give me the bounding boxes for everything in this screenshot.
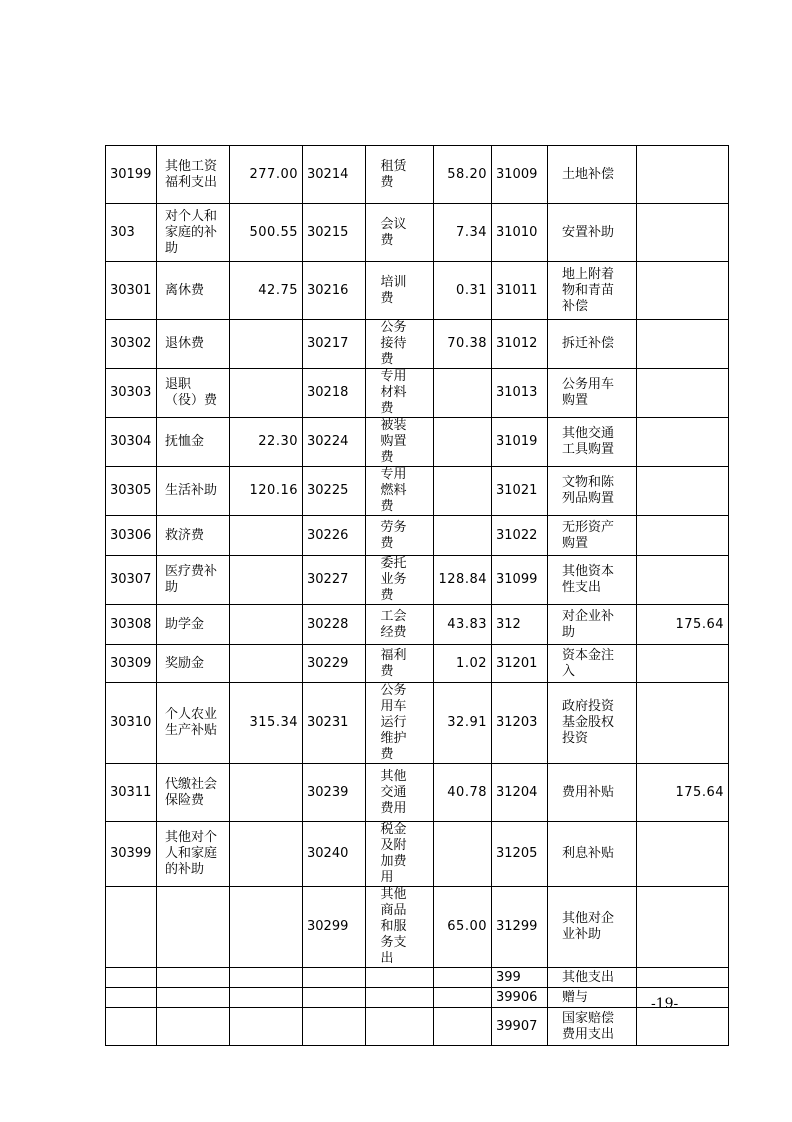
item-code-cell: 312	[492, 605, 548, 645]
item-name-cell	[157, 418, 230, 467]
item-code-cell: 30307	[106, 556, 157, 605]
item-code-cell: 30303	[106, 369, 157, 418]
amount-cell: 32.91	[434, 683, 492, 764]
item-code-cell: 30311	[106, 764, 157, 822]
table-row	[106, 887, 729, 968]
amount-cell: 1.02	[434, 645, 492, 683]
item-name: 公务接待费	[380, 320, 407, 367]
budget-table	[105, 145, 729, 1046]
item-name-cell	[157, 146, 230, 204]
item-code-cell: 39907	[492, 1008, 548, 1046]
amount-cell: 175.64	[637, 764, 729, 822]
item-code-cell: 31201	[492, 645, 548, 683]
amount-cell	[434, 968, 492, 988]
item-name: 救济费	[165, 527, 205, 543]
item-code-cell	[106, 968, 157, 988]
item-code-cell: 30399	[106, 822, 157, 887]
item-name-cell	[548, 204, 637, 262]
item-name-cell	[366, 605, 434, 645]
item-name: 其他对企业补助	[562, 911, 615, 942]
item-name-cell	[548, 645, 637, 683]
item-name: 福利费	[380, 647, 407, 679]
table-row	[106, 204, 729, 262]
item-name-cell	[366, 320, 434, 369]
item-name-cell	[366, 467, 434, 516]
item-name-cell	[157, 320, 230, 369]
amount-cell: 40.78	[434, 764, 492, 822]
item-name: 公务用车运行维护费	[380, 683, 407, 762]
item-name-cell	[157, 683, 230, 764]
table-row	[106, 968, 729, 988]
amount-cell	[637, 516, 729, 556]
amount-cell	[637, 556, 729, 605]
item-name: 其他交通工具购置	[562, 426, 615, 457]
item-code-cell: 30218	[303, 369, 366, 418]
item-name: 离休费	[165, 282, 205, 298]
item-code-cell: 30224	[303, 418, 366, 467]
amount-cell: 70.38	[434, 320, 492, 369]
item-code-cell: 30215	[303, 204, 366, 262]
amount-cell	[637, 369, 729, 418]
table-row	[106, 988, 729, 1008]
item-name: 其他资本性支出	[562, 564, 615, 595]
item-code-cell: 30227	[303, 556, 366, 605]
item-name-cell	[366, 516, 434, 556]
item-name-cell	[157, 1008, 230, 1046]
item-name-cell	[157, 262, 230, 320]
item-name-cell	[366, 822, 434, 887]
amount-cell	[637, 320, 729, 369]
item-name-cell	[157, 645, 230, 683]
item-name: 其他对个人和家庭的补助	[165, 830, 218, 877]
item-name: 对企业补助	[562, 608, 615, 640]
item-name: 无形资产购置	[562, 519, 615, 551]
item-code-cell: 31022	[492, 516, 548, 556]
item-name-cell	[548, 467, 637, 516]
amount-cell	[434, 516, 492, 556]
item-name: 其他支出	[562, 969, 615, 985]
table-row	[106, 516, 729, 556]
amount-cell	[637, 645, 729, 683]
amount-cell	[434, 369, 492, 418]
amount-cell: 42.75	[230, 262, 303, 320]
item-name: 医疗费补助	[165, 564, 218, 595]
table-body	[106, 146, 729, 1046]
item-name-cell	[157, 556, 230, 605]
item-code-cell	[106, 988, 157, 1008]
amount-cell	[230, 968, 303, 988]
item-name-cell	[366, 262, 434, 320]
item-name-cell	[366, 968, 434, 988]
item-name-cell	[366, 764, 434, 822]
item-name: 工会经费	[380, 608, 407, 640]
item-name-cell	[157, 764, 230, 822]
item-name: 费用补贴	[562, 784, 615, 800]
item-name-cell	[548, 683, 637, 764]
item-name-cell	[157, 988, 230, 1008]
amount-cell: 315.34	[230, 683, 303, 764]
item-code-cell: 31203	[492, 683, 548, 764]
item-name: 税金及附加费用	[380, 822, 407, 885]
item-name-cell	[157, 822, 230, 887]
item-name-cell	[548, 822, 637, 887]
item-name: 其他商品和服务支出	[380, 887, 407, 966]
item-name-cell	[548, 516, 637, 556]
table-row	[106, 822, 729, 887]
amount-cell: 0.31	[434, 262, 492, 320]
item-name: 专用燃料费	[380, 467, 407, 514]
item-name-cell	[548, 764, 637, 822]
item-name: 租赁费	[380, 158, 407, 190]
item-code-cell: 31012	[492, 320, 548, 369]
item-code-cell: 30305	[106, 467, 157, 516]
item-name: 培训费	[380, 274, 407, 306]
item-name-cell	[157, 887, 230, 968]
item-code-cell: 30240	[303, 822, 366, 887]
item-name: 个人农业生产补贴	[165, 707, 218, 738]
amount-cell	[230, 822, 303, 887]
amount-cell: 175.64	[637, 605, 729, 645]
item-code-cell: 30228	[303, 605, 366, 645]
amount-cell	[637, 683, 729, 764]
item-code-cell: 30239	[303, 764, 366, 822]
amount-cell	[637, 1008, 729, 1046]
item-code-cell: 30309	[106, 645, 157, 683]
item-code-cell: 30301	[106, 262, 157, 320]
item-name-cell	[548, 262, 637, 320]
item-code-cell: 30302	[106, 320, 157, 369]
amount-cell	[230, 988, 303, 1008]
amount-cell: 277.00	[230, 146, 303, 204]
item-code-cell: 31013	[492, 369, 548, 418]
item-code-cell: 31205	[492, 822, 548, 887]
item-name-cell	[366, 683, 434, 764]
item-name-cell	[548, 605, 637, 645]
item-name-cell	[157, 605, 230, 645]
item-code-cell: 30214	[303, 146, 366, 204]
item-code-cell: 399	[492, 968, 548, 988]
item-code-cell: 303	[106, 204, 157, 262]
table-row	[106, 146, 729, 204]
amount-cell: 58.20	[434, 146, 492, 204]
item-name-cell	[548, 320, 637, 369]
item-code-cell	[106, 887, 157, 968]
amount-cell	[434, 822, 492, 887]
item-name-cell	[157, 369, 230, 418]
item-code-cell	[303, 1008, 366, 1046]
item-code-cell	[106, 1008, 157, 1046]
amount-cell	[434, 1008, 492, 1046]
amount-cell	[434, 988, 492, 1008]
item-name: 对个人和家庭的补助	[165, 208, 218, 256]
item-name: 土地补偿	[562, 166, 615, 182]
amount-cell	[230, 645, 303, 683]
item-code-cell	[303, 968, 366, 988]
table-row	[106, 369, 729, 418]
item-name-cell	[157, 467, 230, 516]
item-name-cell	[548, 968, 637, 988]
item-name-cell	[157, 516, 230, 556]
item-name: 被装购置费	[380, 418, 407, 465]
table-row	[106, 467, 729, 516]
item-code-cell: 31204	[492, 764, 548, 822]
table-row	[106, 1008, 729, 1046]
table-row	[106, 418, 729, 467]
item-name-cell	[548, 887, 637, 968]
item-name-cell	[366, 887, 434, 968]
item-name-cell	[366, 204, 434, 262]
item-name-cell	[366, 988, 434, 1008]
item-name: 地上附着物和青苗补偿	[562, 266, 615, 314]
item-name-cell	[548, 369, 637, 418]
amount-cell: 22.30	[230, 418, 303, 467]
item-name: 生活补助	[165, 483, 218, 498]
item-name: 拆迁补偿	[562, 336, 615, 351]
amount-cell: 65.00	[434, 887, 492, 968]
item-code-cell: 30225	[303, 467, 366, 516]
amount-cell	[230, 516, 303, 556]
item-code-cell	[303, 988, 366, 1008]
item-code-cell: 31019	[492, 418, 548, 467]
item-name-cell	[366, 556, 434, 605]
item-code-cell: 30231	[303, 683, 366, 764]
item-code-cell: 31099	[492, 556, 548, 605]
item-name-cell	[548, 1008, 637, 1046]
amount-cell	[230, 369, 303, 418]
item-code-cell: 30310	[106, 683, 157, 764]
item-name: 抚恤金	[165, 434, 205, 449]
item-name: 委托业务费	[380, 556, 407, 603]
item-code-cell: 30226	[303, 516, 366, 556]
item-name-cell	[157, 968, 230, 988]
table-row	[106, 320, 729, 369]
item-name-cell	[548, 556, 637, 605]
item-name: 其他交通费用	[380, 768, 407, 816]
table-row	[106, 645, 729, 683]
table-row	[106, 262, 729, 320]
amount-cell	[637, 262, 729, 320]
item-name-cell	[366, 418, 434, 467]
item-name: 资本金注入	[562, 647, 615, 679]
amount-cell	[637, 968, 729, 988]
item-name: 专用材料费	[380, 369, 407, 416]
amount-cell	[434, 418, 492, 467]
item-code-cell: 30217	[303, 320, 366, 369]
item-name: 劳务费	[380, 519, 407, 551]
amount-cell	[637, 146, 729, 204]
amount-cell	[637, 887, 729, 968]
item-code-cell: 39906	[492, 988, 548, 1008]
amount-cell: 120.16	[230, 467, 303, 516]
item-name: 退休费	[165, 336, 205, 351]
amount-cell: 128.84	[434, 556, 492, 605]
item-name-cell	[548, 418, 637, 467]
item-name: 安置补助	[562, 224, 615, 240]
item-code-cell: 30299	[303, 887, 366, 968]
amount-cell	[434, 467, 492, 516]
item-name: 代缴社会保险费	[165, 776, 218, 808]
page-number: -19-	[651, 996, 679, 1012]
item-code-cell: 30229	[303, 645, 366, 683]
amount-cell	[230, 1008, 303, 1046]
item-name: 政府投资基金股权投资	[562, 699, 615, 746]
item-name: 其他工资福利支出	[165, 158, 218, 190]
table-row	[106, 764, 729, 822]
item-name-cell	[366, 645, 434, 683]
table-row	[106, 556, 729, 605]
item-code-cell: 31009	[492, 146, 548, 204]
item-code-cell: 31021	[492, 467, 548, 516]
item-name-cell	[366, 1008, 434, 1046]
item-name-cell	[548, 988, 637, 1008]
amount-cell	[230, 764, 303, 822]
item-name: 国家赔偿费用支出	[562, 1010, 615, 1042]
item-name: 助学金	[165, 616, 205, 632]
item-name-cell	[548, 146, 637, 204]
table-row	[106, 605, 729, 645]
amount-cell	[230, 320, 303, 369]
item-code-cell: 30306	[106, 516, 157, 556]
item-name-cell	[366, 146, 434, 204]
amount-cell	[230, 556, 303, 605]
amount-cell: 500.55	[230, 204, 303, 262]
amount-cell	[230, 887, 303, 968]
amount-cell	[637, 418, 729, 467]
amount-cell: 7.34	[434, 204, 492, 262]
item-code-cell: 31299	[492, 887, 548, 968]
item-name: 公务用车购置	[562, 377, 615, 408]
amount-cell: 43.83	[434, 605, 492, 645]
item-name: 退职（役）费	[165, 377, 218, 408]
item-name-cell	[157, 204, 230, 262]
item-code-cell: 30308	[106, 605, 157, 645]
table-row	[106, 683, 729, 764]
item-name: 奖励金	[165, 655, 205, 671]
item-name: 会议费	[380, 216, 407, 248]
item-code-cell: 30216	[303, 262, 366, 320]
item-code-cell: 31011	[492, 262, 548, 320]
item-code-cell: 30199	[106, 146, 157, 204]
item-name-cell	[366, 369, 434, 418]
item-code-cell: 31010	[492, 204, 548, 262]
item-name: 赠与	[562, 989, 589, 1005]
amount-cell	[637, 822, 729, 887]
item-name: 文物和陈列品购置	[562, 475, 615, 506]
item-name: 利息补贴	[562, 846, 615, 861]
amount-cell	[230, 605, 303, 645]
amount-cell	[637, 467, 729, 516]
item-code-cell: 30304	[106, 418, 157, 467]
amount-cell	[637, 204, 729, 262]
